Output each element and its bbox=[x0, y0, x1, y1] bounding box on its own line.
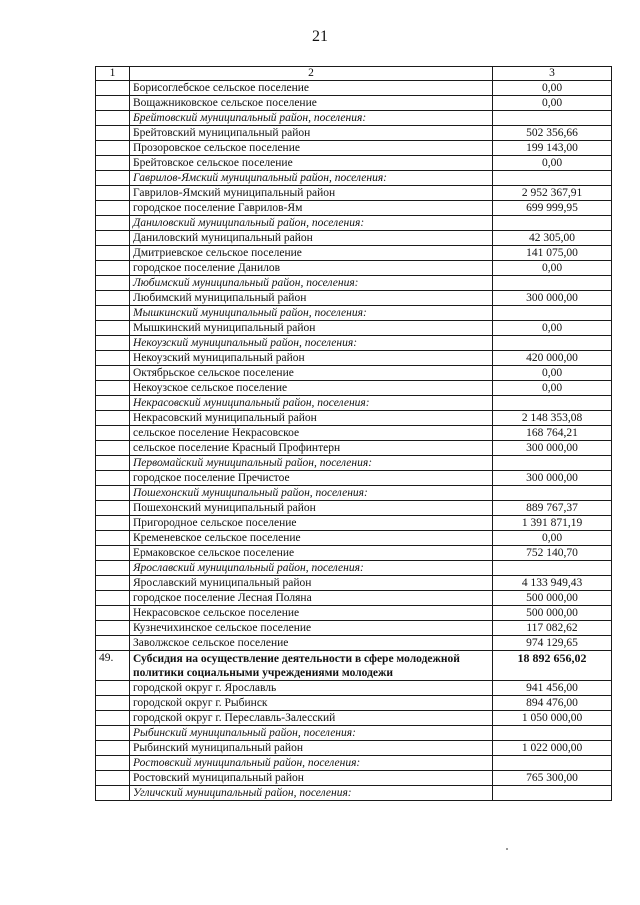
table-row bbox=[96, 501, 612, 516]
district-header-row bbox=[96, 111, 612, 126]
row-name-cell: Брейтовский муниципальный район, поселения: bbox=[130, 111, 493, 126]
row-number-cell bbox=[96, 396, 130, 411]
district-header-row bbox=[96, 456, 612, 471]
row-amount-cell: 18 892 656,02 bbox=[493, 651, 612, 681]
row-amount-cell: 0,00 bbox=[493, 381, 612, 396]
table-row bbox=[96, 516, 612, 531]
header-col-name: 2 bbox=[130, 67, 493, 81]
district-header-row bbox=[96, 396, 612, 411]
row-number-cell bbox=[96, 336, 130, 351]
row-amount-cell bbox=[493, 456, 612, 471]
table-row bbox=[96, 381, 612, 396]
row-amount-cell: 1 391 871,19 bbox=[493, 516, 612, 531]
row-name-cell: Брейтовский муниципальный район bbox=[130, 126, 493, 141]
row-amount-cell: 500 000,00 bbox=[493, 591, 612, 606]
table-row bbox=[96, 546, 612, 561]
header-col-number: 1 bbox=[96, 67, 130, 81]
row-amount-cell: 42 305,00 bbox=[493, 231, 612, 246]
row-amount-cell: 1 050 000,00 bbox=[493, 711, 612, 726]
table-row bbox=[96, 201, 612, 216]
row-amount-cell: 0,00 bbox=[493, 96, 612, 111]
district-header-row bbox=[96, 786, 612, 801]
table-row bbox=[96, 711, 612, 726]
row-amount-cell: 502 356,66 bbox=[493, 126, 612, 141]
row-amount-cell: 0,00 bbox=[493, 156, 612, 171]
table-row bbox=[96, 291, 612, 306]
row-number-cell bbox=[96, 681, 130, 696]
row-name-cell: Брейтовское сельское поселение bbox=[130, 156, 493, 171]
row-amount-cell bbox=[493, 111, 612, 126]
row-amount-cell bbox=[493, 171, 612, 186]
row-number-cell bbox=[96, 276, 130, 291]
row-number-cell bbox=[96, 561, 130, 576]
row-amount-cell: 0,00 bbox=[493, 531, 612, 546]
district-header-row bbox=[96, 171, 612, 186]
district-header-row bbox=[96, 336, 612, 351]
table-header-row bbox=[96, 67, 612, 81]
table-row bbox=[96, 636, 612, 651]
table-row bbox=[96, 261, 612, 276]
row-name-cell: Некрасовский муниципальный район bbox=[130, 411, 493, 426]
table-row bbox=[96, 426, 612, 441]
row-amount-cell bbox=[493, 216, 612, 231]
row-name-cell: Вощажниковское сельское поселение bbox=[130, 96, 493, 111]
table-row bbox=[96, 531, 612, 546]
row-amount-cell: 699 999,95 bbox=[493, 201, 612, 216]
row-name-cell: Мышкинский муниципальный район bbox=[130, 321, 493, 336]
row-number-cell bbox=[96, 321, 130, 336]
row-name-cell: Рыбинский муниципальный район bbox=[130, 741, 493, 756]
table-row bbox=[96, 366, 612, 381]
row-amount-cell: 0,00 bbox=[493, 81, 612, 96]
row-number-cell bbox=[96, 531, 130, 546]
row-number-cell bbox=[96, 426, 130, 441]
row-number-cell bbox=[96, 306, 130, 321]
table-row bbox=[96, 696, 612, 711]
table-row bbox=[96, 141, 612, 156]
row-number-cell bbox=[96, 621, 130, 636]
row-name-cell: Гаврилов-Ямский муниципальный район bbox=[130, 186, 493, 201]
row-amount-cell: 300 000,00 bbox=[493, 471, 612, 486]
row-name-cell: Любимский муниципальный район bbox=[130, 291, 493, 306]
row-number-cell bbox=[96, 636, 130, 651]
row-amount-cell bbox=[493, 561, 612, 576]
row-number-cell bbox=[96, 711, 130, 726]
row-amount-cell: 0,00 bbox=[493, 321, 612, 336]
row-number-cell bbox=[96, 411, 130, 426]
row-number-cell bbox=[96, 351, 130, 366]
row-name-cell: городской округ г. Рыбинск bbox=[130, 696, 493, 711]
row-number-cell bbox=[96, 591, 130, 606]
section-row bbox=[96, 651, 612, 681]
row-name-cell: Мышкинский муниципальный район, поселения: bbox=[130, 306, 493, 321]
row-amount-cell: 941 456,00 bbox=[493, 681, 612, 696]
row-name-cell: сельское поселение Некрасовское bbox=[130, 426, 493, 441]
row-amount-cell: 765 300,00 bbox=[493, 771, 612, 786]
row-amount-cell bbox=[493, 486, 612, 501]
row-amount-cell bbox=[493, 786, 612, 801]
row-name-cell: Ярославский муниципальный район bbox=[130, 576, 493, 591]
row-amount-cell: 117 082,62 bbox=[493, 621, 612, 636]
table-row bbox=[96, 321, 612, 336]
row-number-cell bbox=[96, 741, 130, 756]
row-name-cell: Кременевское сельское поселение bbox=[130, 531, 493, 546]
row-amount-cell bbox=[493, 396, 612, 411]
row-name-cell: городское поселение Лесная Поляна bbox=[130, 591, 493, 606]
page-number: 21 bbox=[312, 28, 328, 45]
row-number-cell bbox=[96, 81, 130, 96]
row-amount-cell bbox=[493, 276, 612, 291]
row-name-cell: городское поселение Пречистое bbox=[130, 471, 493, 486]
row-amount-cell: 1 022 000,00 bbox=[493, 741, 612, 756]
row-number-cell bbox=[96, 471, 130, 486]
row-amount-cell: 420 000,00 bbox=[493, 351, 612, 366]
row-amount-cell: 4 133 949,43 bbox=[493, 576, 612, 591]
row-amount-cell bbox=[493, 726, 612, 741]
district-header-row bbox=[96, 306, 612, 321]
row-number-cell bbox=[96, 156, 130, 171]
row-name-cell: Пригородное сельское поселение bbox=[130, 516, 493, 531]
row-name-cell: Пошехонский муниципальный район, поселения: bbox=[130, 486, 493, 501]
row-amount-cell: 974 129,65 bbox=[493, 636, 612, 651]
table-row bbox=[96, 231, 612, 246]
row-name-cell: Ростовский муниципальный район, поселения: bbox=[130, 756, 493, 771]
row-amount-cell: 300 000,00 bbox=[493, 291, 612, 306]
row-name-cell: Некоузский муниципальный район, поселения: bbox=[130, 336, 493, 351]
row-number-cell bbox=[96, 696, 130, 711]
row-name-cell: Некрасовский муниципальный район, поселения: bbox=[130, 396, 493, 411]
table-row bbox=[96, 441, 612, 456]
district-header-row bbox=[96, 486, 612, 501]
row-number-cell bbox=[96, 546, 130, 561]
row-amount-cell: 889 767,37 bbox=[493, 501, 612, 516]
row-number-cell bbox=[96, 441, 130, 456]
table-row bbox=[96, 351, 612, 366]
table-row bbox=[96, 246, 612, 261]
district-header-row bbox=[96, 561, 612, 576]
row-name-cell: Дмитриевское сельское поселение bbox=[130, 246, 493, 261]
row-name-cell: Даниловский муниципальный район bbox=[130, 231, 493, 246]
row-name-cell: Некоузский муниципальный район bbox=[130, 351, 493, 366]
table-row bbox=[96, 576, 612, 591]
table-row bbox=[96, 771, 612, 786]
row-amount-cell: 2 952 367,91 bbox=[493, 186, 612, 201]
table-row bbox=[96, 126, 612, 141]
table-row bbox=[96, 156, 612, 171]
scan-speck bbox=[506, 848, 508, 850]
row-number-cell bbox=[96, 786, 130, 801]
table-row bbox=[96, 681, 612, 696]
row-name-cell: Субсидия на осуществление деятельности в сфере молодежной политики социальными учреждениями молодежи bbox=[130, 651, 493, 681]
row-name-cell: Заволжское сельское поселение bbox=[130, 636, 493, 651]
row-name-cell: Первомайский муниципальный район, поселения: bbox=[130, 456, 493, 471]
row-name-cell: Борисоглебское сельское поселение bbox=[130, 81, 493, 96]
table-row bbox=[96, 186, 612, 201]
row-number-cell bbox=[96, 111, 130, 126]
row-amount-cell: 500 000,00 bbox=[493, 606, 612, 621]
row-number-cell bbox=[96, 501, 130, 516]
district-header-row bbox=[96, 756, 612, 771]
row-amount-cell: 199 143,00 bbox=[493, 141, 612, 156]
table-row bbox=[96, 591, 612, 606]
row-amount-cell: 300 000,00 bbox=[493, 441, 612, 456]
row-name-cell: городское поселение Гаврилов-Ям bbox=[130, 201, 493, 216]
table-row bbox=[96, 81, 612, 96]
row-number-cell bbox=[96, 576, 130, 591]
row-name-cell: Гаврилов-Ямский муниципальный район, поселения: bbox=[130, 171, 493, 186]
row-name-cell: Прозоровское сельское поселение bbox=[130, 141, 493, 156]
table-row bbox=[96, 471, 612, 486]
district-header-row bbox=[96, 726, 612, 741]
budget-table bbox=[95, 66, 612, 801]
row-amount-cell bbox=[493, 306, 612, 321]
row-number-cell bbox=[96, 486, 130, 501]
row-name-cell: городской округ г. Переславль-Залесский bbox=[130, 711, 493, 726]
row-number-cell bbox=[96, 141, 130, 156]
row-amount-cell: 894 476,00 bbox=[493, 696, 612, 711]
table-row bbox=[96, 606, 612, 621]
row-name-cell: сельское поселение Красный Профинтерн bbox=[130, 441, 493, 456]
row-amount-cell bbox=[493, 336, 612, 351]
row-amount-cell: 2 148 353,08 bbox=[493, 411, 612, 426]
budget-table-body bbox=[96, 67, 612, 801]
row-number-cell bbox=[96, 516, 130, 531]
row-number-cell bbox=[96, 456, 130, 471]
row-name-cell: Ярославский муниципальный район, поселения: bbox=[130, 561, 493, 576]
row-number-cell bbox=[96, 291, 130, 306]
row-number-cell bbox=[96, 726, 130, 741]
row-number-cell bbox=[96, 246, 130, 261]
row-number-cell bbox=[96, 171, 130, 186]
table-row bbox=[96, 621, 612, 636]
row-number-cell bbox=[96, 201, 130, 216]
row-name-cell: Некоузское сельское поселение bbox=[130, 381, 493, 396]
district-header-row bbox=[96, 276, 612, 291]
row-name-cell: Угличский муниципальный район, поселения: bbox=[130, 786, 493, 801]
row-number-cell bbox=[96, 126, 130, 141]
row-number-cell bbox=[96, 381, 130, 396]
row-amount-cell: 0,00 bbox=[493, 261, 612, 276]
row-name-cell: городское поселение Данилов bbox=[130, 261, 493, 276]
row-number-cell bbox=[96, 216, 130, 231]
row-name-cell: Октябрьское сельское поселение bbox=[130, 366, 493, 381]
header-col-amount: 3 bbox=[493, 67, 612, 81]
row-number-cell bbox=[96, 261, 130, 276]
row-number-cell bbox=[96, 231, 130, 246]
row-name-cell: Любимский муниципальный район, поселения: bbox=[130, 276, 493, 291]
row-name-cell: городской округ г. Ярославль bbox=[130, 681, 493, 696]
table-row bbox=[96, 96, 612, 111]
table-row bbox=[96, 411, 612, 426]
row-name-cell: Ростовский муниципальный район bbox=[130, 771, 493, 786]
row-amount-cell: 141 075,00 bbox=[493, 246, 612, 261]
row-name-cell: Пошехонский муниципальный район bbox=[130, 501, 493, 516]
row-name-cell: Некрасовское сельское поселение bbox=[130, 606, 493, 621]
row-amount-cell: 168 764,21 bbox=[493, 426, 612, 441]
row-number-cell bbox=[96, 606, 130, 621]
row-number-cell bbox=[96, 756, 130, 771]
row-number-cell bbox=[96, 186, 130, 201]
row-number-cell bbox=[96, 771, 130, 786]
row-number-cell bbox=[96, 366, 130, 381]
row-name-cell: Рыбинский муниципальный район, поселения: bbox=[130, 726, 493, 741]
row-name-cell: Даниловский муниципальный район, поселения: bbox=[130, 216, 493, 231]
row-name-cell: Ермаковское сельское поселение bbox=[130, 546, 493, 561]
row-amount-cell: 752 140,70 bbox=[493, 546, 612, 561]
row-number-cell: 49. bbox=[96, 651, 130, 681]
district-header-row bbox=[96, 216, 612, 231]
row-number-cell bbox=[96, 96, 130, 111]
row-name-cell: Кузнечихинское сельское поселение bbox=[130, 621, 493, 636]
table-row bbox=[96, 741, 612, 756]
row-amount-cell bbox=[493, 756, 612, 771]
row-amount-cell: 0,00 bbox=[493, 366, 612, 381]
